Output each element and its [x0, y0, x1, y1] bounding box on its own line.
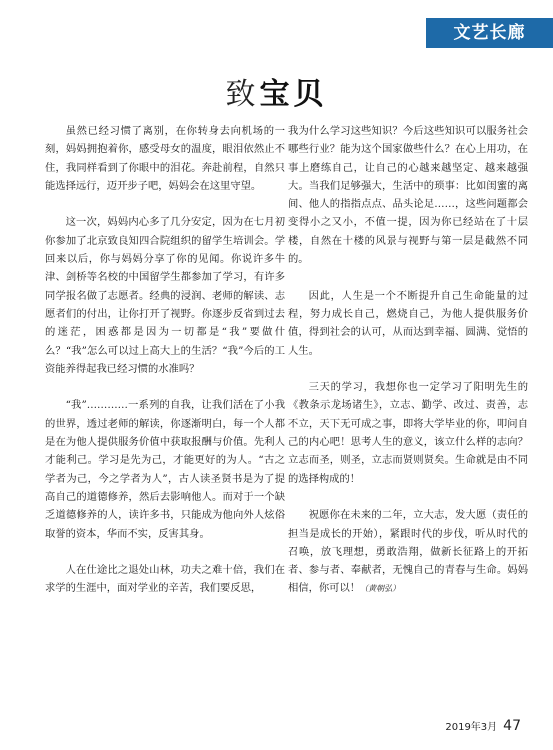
article-title	[0, 75, 553, 115]
title-part-1: 致	[225, 77, 260, 112]
paragraph: 三天的学习，我想你也一定学习了阳明先生的《教条示龙场诸生》，立志、勤学、改过、责善，志不立，天下无可成之事，即将大学毕业的你，叩问自己的内心吧！思考人生的意义，该立什么样的志向？立志而圣，则圣，立志而贤则贤矣。生命就是由不同的选择构成的！	[288, 381, 528, 485]
paragraph: 这一次，妈妈内心多了几分安定，因为在七月初你参加了北京致良知四合院组织的留学生培训会。学回来以后，你与妈妈分享了你的见闻。你说许多牛津、剑桥等名校的中国留学生都参加了学习，有许多同学报名做了志愿者。经典的浸润、老师的解读、志愿者们的付出，让你打开了视野。你逐步反省到过去的迷茫，困惑都是因为一切都是“我”要做什么？“我”怎么可以过上高大上的生活？“我”今后的工资能养得起我已经习惯的水准吗？	[45, 216, 285, 375]
title-part-2: 宝贝	[259, 77, 328, 112]
paragraph-text: 祝愿你在未来的二年，立大志，发大愿（责任的担当是成长的开始），紧跟时代的步伐，听从时代的召唤，放飞理想，勇敢浩翔，做新长征路上的开拓者、参与者、奉献者，无愧自己的青春与生命。妈妈相信，你可以！	[288, 509, 528, 595]
article-column-right	[288, 122, 528, 599]
paragraph: 因此，人生是一个不断提升自己生命能量的过程，努力成长自己，燃烧自己，为他人提供服务价值，得到社会的认可，从而达到幸福、圆满、觉悟的人生。	[288, 289, 528, 357]
issue-date: 2019年3月	[445, 722, 498, 733]
paragraph-with-signature	[288, 506, 528, 598]
article-column-left	[45, 122, 285, 598]
paragraph: 人在仕途比之退处山林，功夫之难十倍，我们在求学的生涯中，面对学业的辛苦，我们要反思，	[45, 564, 285, 595]
page-number: 47	[503, 717, 521, 734]
section-label: 文艺长廊	[453, 23, 526, 43]
section-banner	[426, 18, 553, 48]
page-footer	[445, 715, 521, 734]
author-signature: （黄朝弘）	[360, 584, 401, 594]
paragraph: 虽然已经习惯了离别，在你转身去向机场的一刻，妈妈拥抱着你，感受母女的温度，眼泪依然止不住，我同样看到了你眼中的泪花。奔赴前程，自然只能选择远行，迈开步子吧，妈妈会在这里守望。	[45, 125, 285, 192]
paragraph: “我”…………一系列的自我，让我们活在了小我的世界，透过老师的解读，你逐渐明白，每一个人都是在为他人提供服务价值中获取报酬与价值。先利人才能利己。学习是先为己，才能更好的为人。“古之学者为己，今之学者为人”，古人读圣贤书是为了提高自己的道德修养，然后去影响他人。而对于一个缺乏道德修养的人，读许多书，只能成为他向外人炫俗取誉的资本，华而不实，反害其身。	[45, 399, 285, 540]
paragraph: 我为什么学习这些知识？今后这些知识可以服务社会哪些行业？能为这个国家做些什么？在心上用功，在事上磨练自己，让自己的心越来越坚定、越来越强大。当我们足够强大，生活中的琐事：比如闺蜜的离间、他人的指指点点、品头论足……，这些问题都会变得小之又小，不值一提，因为你已经站在了十层楼，自然在十楼的风景与视野与第一层是截然不同的。	[288, 125, 528, 266]
